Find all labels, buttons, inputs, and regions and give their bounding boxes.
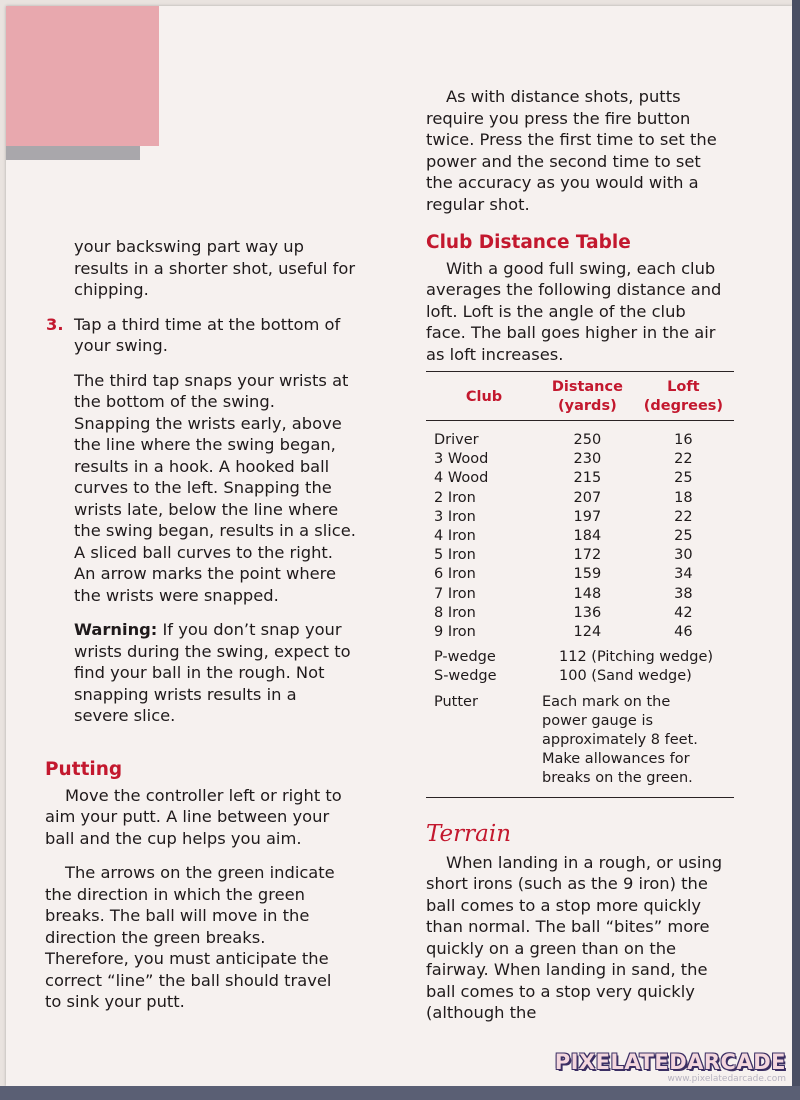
club-cell: 7 Iron [434, 585, 476, 602]
putting-heading: Putting [45, 759, 123, 780]
putting-paragraph-2: The arrows on the green indicate the direction in which the green breaks. The ball will move in the direction the green breaks. Therefore, you must anticipate the correct “line” the ball should travel to sink your putt. [45, 863, 335, 1011]
table-row [426, 450, 734, 469]
wedge-row [426, 667, 734, 686]
pink-corner-tab [6, 6, 159, 146]
putter-row [426, 693, 734, 798]
club-table-body [426, 421, 734, 798]
step-3-text: Tap a third time at the bottom of your swing. [74, 314, 341, 355]
club-cell: 5 Iron [434, 547, 476, 564]
warning-text: If you don’t snap your wrists during the swing, expect to find your ball in the rough. Not snapping wrists results in a severe slice. [74, 620, 351, 725]
table-row [426, 508, 734, 527]
gray-corner-bar [6, 146, 140, 160]
spacer-cell [426, 421, 734, 432]
right-column [426, 86, 726, 228]
club-distance-intro: With a good full swing, each club averages the following distance and loft. Loft is the angle of the club face. The ball goes higher in the air as loft increases. [426, 258, 722, 364]
distance-cell: 148 [573, 585, 602, 602]
putter-note-cell: Each mark on the power gauge is approximately 8 feet. Make allowances for breaks on the green. [542, 693, 698, 787]
club-distance-heading: Club Distance Table [426, 232, 631, 253]
scan-edge-right [792, 0, 800, 1100]
club-distance-section [426, 232, 726, 798]
club-cell: 4 Iron [434, 528, 476, 545]
loft-cell: 30 [674, 547, 693, 564]
backswing-paragraph: your backswing part way up results in a shorter shot, useful for chipping. [74, 237, 356, 299]
club-cell: S-wedge [434, 668, 497, 685]
distance-cell: 215 [573, 470, 602, 487]
table-row [426, 469, 734, 488]
loft-header-unit: (degrees) [643, 398, 724, 414]
distance-header-unit: (yards) [558, 398, 617, 414]
distance-cell: 197 [573, 508, 602, 525]
terrain-section [426, 821, 726, 1037]
terrain-heading: Terrain [426, 821, 512, 847]
loft-column-header [633, 372, 734, 421]
distance-header-label: Distance [551, 379, 623, 395]
club-cell: 8 Iron [434, 604, 476, 621]
club-cell: Putter [434, 693, 478, 710]
table-row [426, 489, 734, 508]
club-cell: 2 Iron [434, 489, 476, 506]
club-cell: 4 Wood [434, 470, 489, 487]
loft-cell: 22 [674, 451, 693, 468]
club-cell: 6 Iron [434, 566, 476, 583]
distance-column-header [542, 372, 633, 421]
table-row [426, 546, 734, 565]
table-row [426, 585, 734, 604]
club-cell: P-wedge [434, 649, 496, 666]
loft-cell: 18 [674, 489, 693, 506]
left-column [46, 236, 356, 740]
putts-intro-paragraph: As with distance shots, putts require you press the fire button twice. Press the first time to set the power and the second time to set the accuracy as you would with a regular shot. [426, 87, 717, 214]
putting-paragraph-1: Move the controller left or right to aim your putt. A line between your ball and the cup helps you aim. [45, 785, 342, 848]
watermark-logo: PIXELATEDARCADE [554, 1050, 786, 1074]
club-cell: 9 Iron [434, 624, 476, 641]
loft-cell: 16 [674, 432, 693, 448]
distance-cell: 250 [573, 432, 602, 448]
table-row [426, 431, 734, 450]
loft-cell: 38 [674, 585, 693, 602]
distance-cell: 172 [573, 547, 602, 564]
table-header-row [426, 372, 734, 421]
warning-paragraph [74, 619, 356, 727]
step-3-number: 3. [46, 314, 64, 334]
step-3 [46, 314, 356, 357]
loft-cell: 25 [674, 470, 693, 487]
wrist-snap-paragraph: The third tap snaps your wrists at the bottom of the swing. Snapping the wrists early, above the line where the swing began, results in a hook. A hooked ball curves to the left. Snapping the wrists late, below the line where the swing began, results in a slice. A sliced ball curves to the right. An arrow marks the point where the wrists were snapped. [74, 370, 356, 605]
club-distance-table [426, 371, 734, 798]
distance-cell: 230 [573, 451, 602, 468]
club-column-header: Club [465, 388, 503, 405]
loft-header-label: Loft [667, 379, 700, 395]
distance-cell: 124 [573, 624, 602, 641]
wedge-note-cell: 100 (Sand wedge) [559, 668, 692, 685]
table-spacer [426, 421, 734, 432]
warning-label: Warning: [74, 620, 158, 639]
club-cell: 3 Iron [434, 508, 476, 525]
table-row [426, 604, 734, 623]
club-cell: Driver [434, 432, 479, 448]
loft-cell: 22 [674, 508, 693, 525]
distance-cell: 159 [573, 566, 602, 583]
table-row [426, 623, 734, 642]
club-cell: 3 Wood [434, 451, 489, 468]
loft-cell: 46 [674, 624, 693, 641]
loft-cell: 25 [674, 528, 693, 545]
watermark [555, 1050, 786, 1084]
terrain-paragraph: When landing in a rough, or using short irons (such as the 9 iron) the ball comes to a stop more quickly than normal. The ball “bites” more quickly on a green than on the fairway. When landing in sand, the ball comes to a stop very quickly (although the [426, 852, 723, 1022]
putting-section [45, 759, 351, 1026]
wedge-note-cell: 112 (Pitching wedge) [559, 649, 714, 666]
loft-cell: 34 [674, 566, 693, 583]
table-row [426, 527, 734, 546]
distance-cell: 184 [573, 528, 602, 545]
table-row [426, 565, 734, 584]
scan-edge-bottom [0, 1086, 800, 1100]
watermark-url: www.pixelatedarcade.com [667, 1074, 786, 1084]
wedge-row [426, 648, 734, 667]
distance-cell: 136 [573, 604, 602, 621]
loft-cell: 42 [674, 604, 693, 621]
distance-cell: 207 [573, 489, 602, 506]
